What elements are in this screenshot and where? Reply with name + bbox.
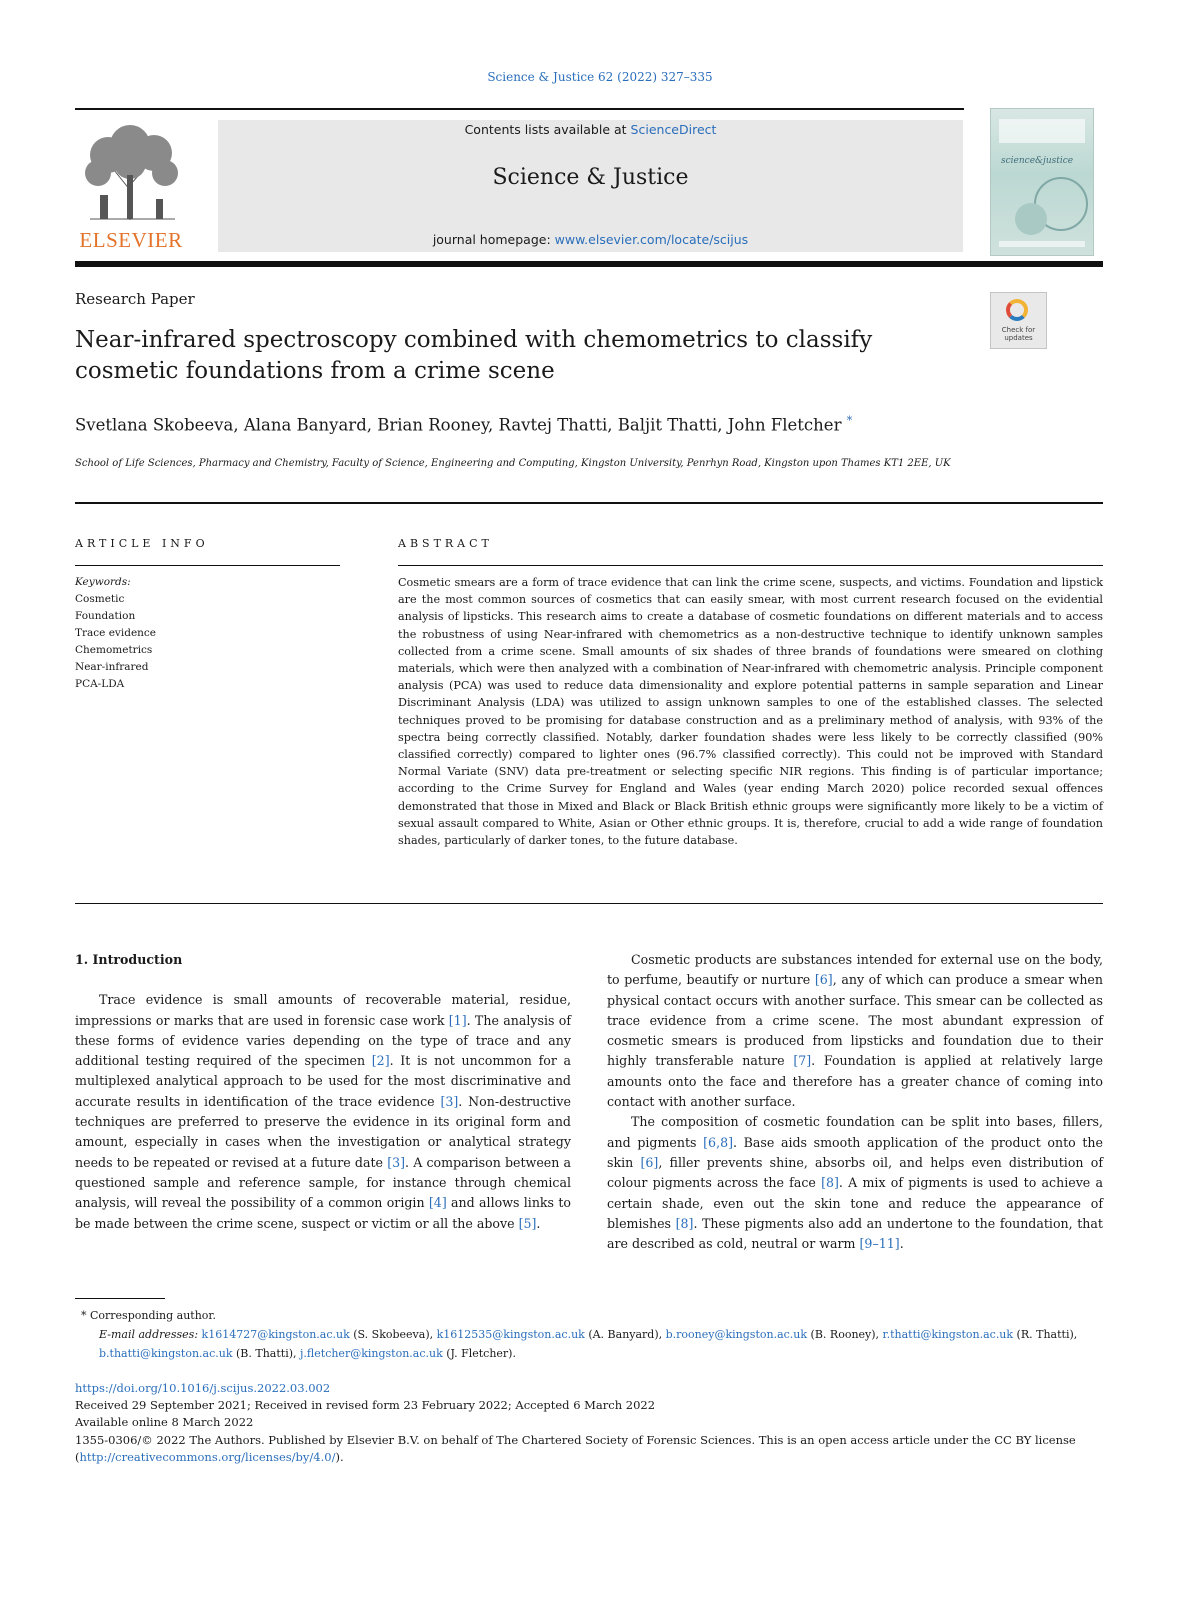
received-dates: Received 29 September 2021; Received in revised form 23 February 2022; Accepted 6 March 2022 [75, 1398, 656, 1413]
affiliation: School of Life Sciences, Pharmacy and Chemistry, Faculty of Science, Engineering and Computing, Kingston University, Penrhyn Road, Kingston upon Thames KT1 2EE, UK [75, 458, 951, 469]
email-link[interactable]: k1612535@kingston.ac.uk [436, 1328, 585, 1341]
corresponding-author-mark[interactable]: * [846, 414, 853, 427]
article-info-rule [75, 565, 340, 566]
check-for-updates-button[interactable] [990, 292, 1047, 349]
email-owner: (R. Thatti), [1013, 1328, 1078, 1341]
email-owner: (S. Skobeeva), [349, 1328, 437, 1341]
email-addresses [75, 1325, 1105, 1363]
copyright-end: ). [335, 1449, 344, 1464]
email-label: E-mail addresses: [99, 1328, 199, 1341]
bibliographic-info [75, 1380, 1105, 1466]
journal-cover-image [990, 108, 1094, 256]
email-link[interactable]: b.rooney@kingston.ac.uk [665, 1328, 808, 1341]
keyword: Near-infrared [75, 661, 149, 673]
citation-ref-link[interactable]: [4] [428, 1195, 447, 1211]
authors-text: Svetlana Skobeeva, Alana Banyard, Brian Rooney, Ravtej Thatti, Baljit Thatti, John Fletcher [75, 415, 842, 435]
crossmark-icon [1006, 299, 1028, 321]
journal-citation[interactable]: Science & Justice 62 (2022) 327–335 [487, 70, 713, 84]
email-list [99, 1328, 1077, 1360]
citation-ref-link[interactable]: [7] [793, 1053, 812, 1069]
keyword: Trace evidence [75, 627, 157, 639]
homepage-line [218, 232, 963, 247]
keyword: Foundation [75, 610, 136, 622]
keyword: Chemometrics [75, 644, 153, 656]
article-info-heading: ARTICLE INFO [75, 537, 209, 550]
citation-ref-link[interactable]: [2] [371, 1053, 390, 1069]
copyright-notice [75, 1432, 1105, 1466]
body-left-column [75, 950, 571, 1234]
citation-ref-link[interactable]: [6] [814, 972, 833, 988]
citation-ref-link[interactable]: [8] [675, 1215, 694, 1231]
intro-paragraph-2: Cosmetic products are substances intended for external use on the body, to perfume, beautify or nurture [6], any of which can produce a smear when physical contact occurs with another surface. This smear can be collected as trace evidence from a crime scene. The most abundant expression of cosmetic smears is produced from lipsticks and foundation due to their highly transferable nature [7]. Foundation is applied at relatively large amounts onto the face and therefore has a greater chance of coming into contact with another surface. [607, 952, 1103, 1110]
license-link[interactable]: http://creativecommons.org/licenses/by/4.0/ [79, 1449, 336, 1464]
journal-masthead [218, 120, 963, 252]
email-owner: (B. Rooney), [807, 1328, 883, 1341]
copyright-text: 1355-0306/© 2022 The Authors. Published by Elsevier B.V. on behalf of The Chartered Society of Forensic Sciences. This is an open access article under the CC BY license ( [75, 1432, 1076, 1464]
abstract-rule [398, 565, 1103, 566]
email-link[interactable]: j.fletcher@kingston.ac.uk [300, 1347, 443, 1360]
sciencedirect-link[interactable]: ScienceDirect [630, 122, 717, 137]
contents-line [218, 122, 963, 137]
email-owner: (B. Thatti), [232, 1347, 301, 1360]
corresponding-author-note: * Corresponding author. [81, 1309, 216, 1322]
intro-paragraph-1: Trace evidence is small amounts of recoverable material, residue, impressions or marks that are used in forensic case work [1]. The analysis of these forms of evidence varies depending on the type of trace and any additional testing required of the specimen [2]. It is not uncommon for a multiplexed analytical approach to be used for the most discriminative and accurate results in identification of the trace evidence [3]. Non-destructive techniques are preferred to preserve the evidence in its original form and amount, especially in cases when the investigation or analytical strategy needs to be repeated or revised at a future date [3]. A comparison between a questioned sample and reference sample, for instance through chemical analysis, will reveal the possibility of a common origin [4] and allows links to be made between the crime scene, suspect or victim or all the above [5]. [75, 992, 572, 1231]
keywords-list [75, 574, 156, 693]
publisher-name: ELSEVIER [79, 228, 183, 252]
cover-title: science&justice [1001, 156, 1074, 166]
abstract-text: Cosmetic smears are a form of trace evidence that can link the crime scene, suspects, and victims. Foundation and lipstick are the most common sources of cosmetics that can easily smear, with most current research focused on the evidential analysis of lipsticks. This research aims to create a database of cosmetic foundations on different materials and to access the robustness of using Near-infrared with chemometrics as a non-destructive technique to identify unknown samples collected from a crime scene. Small amounts of six shades of three brands of foundations were smeared on clothing materials, which were then analyzed with a combination of Near-infrared with chemometric analysis. Principle component analysis (PCA) was used to reduce data dimensionality and explore potential patterns in sample separation and Linear Discriminant Analysis (LDA) was utilized to assign unknown samples to one of the established classes. The selected techniques proved to be promising for database construction and as a preliminary method of analysis, with 93% of the spectra being correctly classified. Notably, darker foundation shades were less likely to be correctly classified (90% classified correctly) compared to lighter ones (96.7% classified correctly). This could not be improved with Standard Normal Variate (SNV) data pre-treatment or selecting specific NIR regions. This finding is of particular importance; according to the Crime Survey for England and Wales (year ending March 2020) police recorded sexual offences demonstrated that those in Mixed and Black or Black British ethnic groups were significantly more likely to be a victim of sexual assault compared to White, Asian or Other ethnic groups. It is, therefore, crucial to add a wide range of foundation shades, particularly of darker tones, to the future database. [398, 576, 1103, 848]
article-title: Near-infrared spectroscopy combined with chemometrics to classify cosmetic foundations from a crime scene [75, 327, 873, 384]
title-block-rule [75, 502, 1103, 504]
citation-ref-link[interactable]: [1] [448, 1012, 467, 1028]
email-link[interactable]: k1614727@kingston.ac.uk [201, 1328, 350, 1341]
article-type: Research Paper [75, 290, 195, 308]
author-list [75, 414, 852, 435]
introduction-heading: 1. Introduction [75, 952, 183, 967]
citation-ref-link[interactable]: [8] [821, 1175, 839, 1191]
keyword: Cosmetic [75, 593, 125, 605]
email-owner: (A. Banyard), [584, 1328, 666, 1341]
email-link[interactable]: r.thatti@kingston.ac.uk [882, 1328, 1014, 1341]
cover-art [991, 109, 1093, 255]
doi-link[interactable]: https://doi.org/10.1016/j.scijus.2022.03.002 [75, 1381, 331, 1395]
citation-ref-link[interactable]: [3] [440, 1093, 459, 1109]
contents-prefix: Contents lists available at [464, 122, 631, 137]
email-owner: (J. Fletcher). [442, 1347, 516, 1360]
masthead-rule [75, 261, 1103, 267]
crossmark-label: Check for updates [1001, 326, 1036, 342]
citation-ref-link[interactable]: [9–11] [859, 1236, 900, 1252]
body-right-column [607, 950, 1103, 1254]
abstract-end-rule [75, 903, 1103, 904]
journal-name: Science & Justice [492, 165, 689, 190]
abstract-heading: ABSTRACT [398, 537, 493, 550]
footnote [75, 1306, 1105, 1363]
homepage-prefix: journal homepage: [432, 232, 555, 247]
intro-paragraph-3: The composition of cosmetic foundation can be split into bases, fillers, and pigments [6,8]. Base aids smooth application of the product onto the skin [6], filler prevents shine, absorbs oil, and helps even distribution of colour pigments across the face [8]. A mix of pigments is used to achieve a certain shade, even out the skin tone and reduce the appearance of blemishes [8]. These pigments also add an undertone to the foundation, that are described as cold, neutral or warm [9–11]. [607, 1114, 1103, 1252]
citation-ref-link[interactable]: [3] [387, 1154, 406, 1170]
citation-ref-link[interactable]: [6] [640, 1154, 659, 1170]
homepage-link[interactable]: www.elsevier.com/locate/scijus [554, 232, 749, 247]
keyword: PCA-LDA [75, 678, 125, 690]
keywords-title: Keywords: [75, 576, 131, 588]
citation-ref-link[interactable]: [5] [518, 1215, 537, 1231]
header-rule [75, 108, 964, 110]
footnote-rule [75, 1298, 165, 1299]
available-online: Available online 8 March 2022 [75, 1415, 254, 1430]
email-link[interactable]: b.thatti@kingston.ac.uk [99, 1347, 233, 1360]
citation-ref-link[interactable]: [6,8] [703, 1134, 733, 1150]
